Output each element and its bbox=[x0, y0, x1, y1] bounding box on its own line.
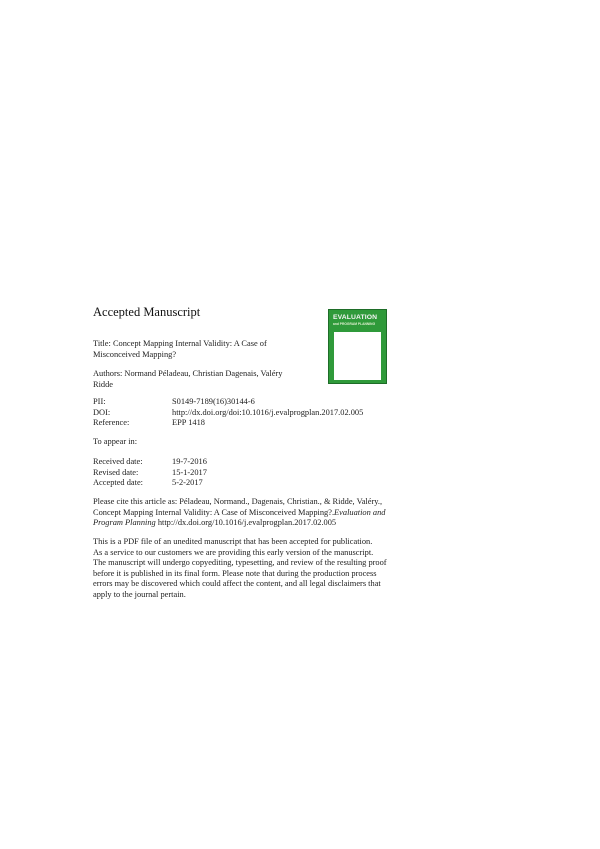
meta-value: EPP 1418 bbox=[172, 418, 205, 428]
citation-line: Please cite this article as: Péladeau, Normand., Dagenais, Christian., & Ridde, Valéry., bbox=[93, 497, 383, 506]
date-key: Received date: bbox=[93, 457, 143, 466]
authors-line: Authors: Normand Péladeau, Christian Dagenais, Valéry bbox=[93, 369, 283, 378]
meta-key: DOI: bbox=[93, 407, 111, 417]
date-key: Accepted date: bbox=[93, 478, 143, 488]
meta-row-pii bbox=[93, 397, 363, 408]
citation-doi-link[interactable]: http://dx.doi.org/10.1016/j.evalprogplan.2017.02.005 bbox=[155, 518, 337, 528]
meta-key: Reference: bbox=[93, 418, 130, 428]
citation-paragraph bbox=[93, 497, 513, 529]
authors-line: Ridde bbox=[93, 379, 114, 389]
date-row-received bbox=[93, 457, 207, 468]
citation-text: Concept Mapping Internal Validity: A Case of Misconceived Mapping?. bbox=[93, 507, 335, 517]
date-key: Revised date: bbox=[93, 467, 139, 477]
meta-value: S0149-7189(16)30144-6 bbox=[172, 397, 255, 406]
meta-row-doi bbox=[93, 408, 363, 419]
notice-line: This is a PDF file of an unedited manuscript that has been accepted for publication. bbox=[93, 537, 373, 546]
cover-subtitle: and PROGRAM PLANNING bbox=[333, 322, 376, 326]
journal-cover-image bbox=[328, 309, 387, 384]
notice-line: As a service to our customers we are providing this early version of the manuscript. bbox=[93, 547, 374, 557]
notice-line: before it is published in its final form. Please note that during the production process bbox=[93, 568, 377, 578]
notice-line: errors may be discovered which could affect the content, and all legal disclaimers that bbox=[93, 579, 381, 589]
title-line: Title: Concept Mapping Internal Validity: A Case of bbox=[93, 339, 267, 348]
citation-line bbox=[93, 508, 513, 519]
dates-table bbox=[93, 457, 207, 489]
citation-line bbox=[93, 518, 513, 529]
date-value: 19-7-2016 bbox=[172, 457, 207, 466]
notice-paragraph bbox=[93, 537, 513, 601]
meta-row-reference bbox=[93, 418, 363, 429]
notice-line: The manuscript will undergo copyediting, typesetting, and review of the resulting proof bbox=[93, 558, 387, 568]
to-appear-label: To appear in: bbox=[93, 437, 138, 446]
page-heading: Accepted Manuscript bbox=[93, 305, 201, 319]
date-value: 15-1-2017 bbox=[172, 467, 207, 477]
cover-title: EVALUATION bbox=[333, 314, 378, 321]
date-row-accepted bbox=[93, 478, 207, 489]
journal-name: Evaluation and bbox=[334, 507, 386, 517]
date-value: 5-2-2017 bbox=[172, 478, 203, 488]
cover-panel bbox=[334, 332, 381, 380]
date-row-revised bbox=[93, 468, 207, 479]
article-metadata bbox=[93, 397, 363, 429]
doi-link[interactable]: http://dx.doi.org/doi:10.1016/j.evalprogplan.2017.02.005 bbox=[172, 407, 364, 417]
meta-key: PII: bbox=[93, 397, 106, 406]
journal-name: Program Planning bbox=[93, 518, 156, 528]
title-line: Misconceived Mapping? bbox=[93, 349, 177, 359]
authors-block bbox=[93, 369, 323, 390]
title-block bbox=[93, 339, 323, 360]
notice-line: apply to the journal pertain. bbox=[93, 589, 186, 599]
